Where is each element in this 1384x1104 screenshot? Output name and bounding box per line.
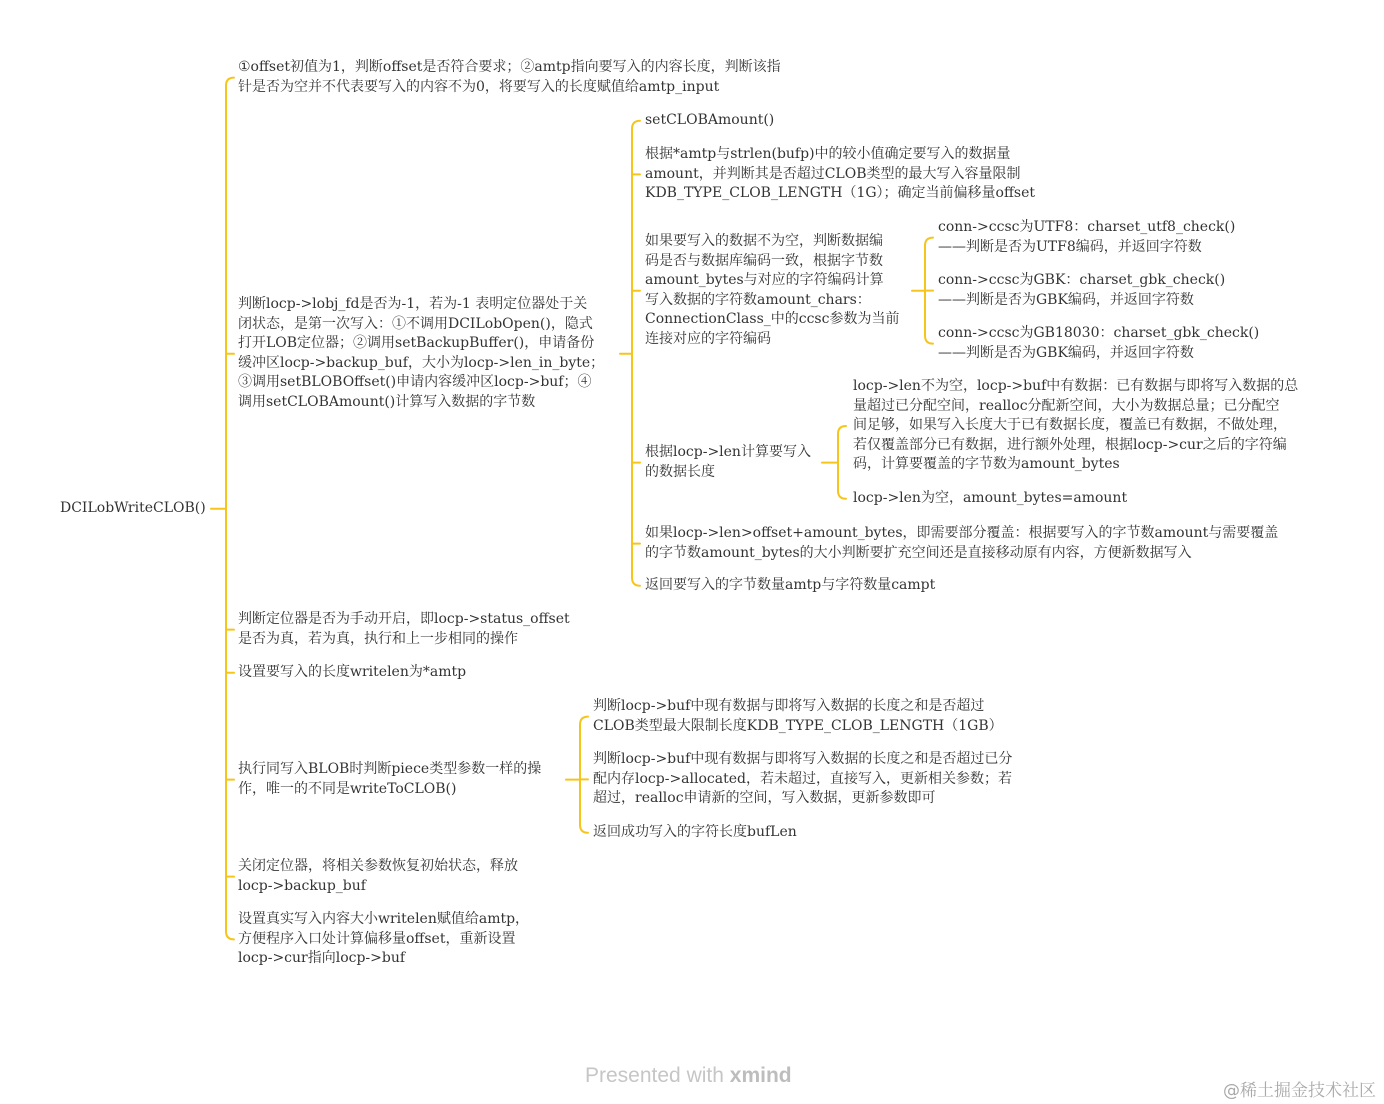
topic-text-line: 写入数据的字符数amount_chars： (645, 291, 871, 308)
subtopic-set-clob-amount (645, 111, 774, 131)
topic-text-line: locp->len不为空，locp->buf中有数据：已有数据与即将写入数据的总 (853, 378, 1299, 394)
topic-text-line: 判断locp->buf中现有数据与即将写入数据的长度之和是否超过已分 (593, 751, 1013, 767)
topic-text-line: conn->ccsc为GB18030：charset_gbk_check() (938, 325, 1260, 341)
topic-text-line: 是否为真，若为真，执行和上一步相同的操作 (238, 630, 518, 647)
topic-text-line: 返回成功写入的字符长度bufLen (593, 824, 797, 840)
topic-text-line: CLOB类型最大限制长度KDB_TYPE_CLOB_LENGTH（1GB） (593, 717, 1003, 734)
topic-text-line: 根据*amtp与strlen(bufp)中的较小值确定要写入的数据量 (645, 146, 1011, 162)
topic-text-line: DCILobWriteCLOB() (60, 500, 206, 516)
subtopic-partial-overwrite (645, 524, 1278, 563)
topic-text-line: conn->ccsc为UTF8：charset_utf8_check() (938, 219, 1236, 235)
topic-text-line: 闭状态，是第一次写入：①不调用DCILobOpen()，隐式 (238, 315, 593, 332)
topic-text-line: 作，唯一的不同是writeToCLOB() (238, 780, 457, 797)
topic-text-line: 缓冲区locp->backup_buf，大小为locp->len_in_byte； (238, 354, 605, 371)
subtopic-return-amounts (645, 576, 935, 596)
topic-text-line: 方便程序入口处计算偏移量offset，重新设置 (238, 930, 516, 947)
topic-text-line: 设置真实写入内容大小writelen赋值给amtp， (238, 911, 530, 927)
topic-offset-check (238, 58, 781, 97)
topic-lobj-fd-check (238, 295, 604, 413)
topic-text-line: 间足够，如果写入长度大于已有数据长度，覆盖已有数据，不做处理， (853, 417, 1287, 434)
subtopic-encoding-check (645, 232, 899, 350)
topic-set-amtp (238, 910, 529, 969)
topic-text-line: 连接对应的字符编码 (645, 330, 771, 347)
watermark: @稀土掘金技术社区 (1223, 1081, 1376, 1101)
subtopic-determine-amount (645, 145, 1035, 204)
topic-text-line: 返回要写入的字节数量amtp与字符数量campt (645, 577, 936, 593)
topic-text-line: 判断locp->lobj_fd是否为-1，若为-1 表明定位器处于关 (238, 296, 588, 312)
topic-text-line: ConnectionClass_中的ccsc参数为当前 (645, 311, 900, 328)
topic-text-line: 关闭定位器，将相关参数恢复初始状态，释放 (238, 858, 518, 874)
subtopic-max-length-check (593, 697, 1003, 736)
subtopic-utf8-check (938, 218, 1235, 257)
topic-text-line: 如果要写入的数据不为空，判断数据编 (645, 233, 883, 249)
topic-text-line: 量超过已分配空间，realloc分配新空间，大小为数据总量；已分配空 (853, 397, 1280, 414)
topic-status-offset-check (238, 610, 570, 649)
xmind-logo: xmind (729, 1064, 792, 1087)
topic-text-line: setCLOBAmount() (645, 112, 775, 128)
topic-text-line: locp->len为空，amount_bytes=amount (853, 490, 1128, 506)
topic-text-line: 码，计算要覆盖的字节数为amount_bytes (853, 456, 1120, 473)
subtopic-len-empty (853, 489, 1127, 509)
topic-set-writelen (238, 663, 466, 683)
topic-text-line: ——判断是否为GBK编码，并返回字符数 (938, 291, 1194, 308)
topic-text-line: ①offset初值为1，判断offset是否符合要求；②amtp指向要写入的内容长度，判断该指 (238, 59, 781, 75)
subtopic-len-not-empty (853, 377, 1298, 475)
topic-text-line: 若仅覆盖部分已有数据，进行额外处理，根据locp->cur之后的字符编 (853, 436, 1287, 453)
topic-text-line: 针是否为空并不代表要写入的内容不为0，将要写入的长度赋值给amtp_input (238, 78, 720, 95)
topic-text-line: 超过，realloc申请新的空间，写入数据，更新参数即可 (593, 790, 936, 807)
connector-len-trunk (838, 426, 846, 499)
topic-text-line: 如果locp->len>offset+amount_bytes，即需要部分覆盖：根据要写入的字节数amount与需要覆盖 (645, 525, 1279, 541)
topic-text-line: 调用setCLOBAmount()计算写入数据的字节数 (238, 393, 536, 410)
topic-text-line: locp->cur指向locp->buf (238, 950, 406, 967)
topic-text-line: 打开LOB定位器；②调用setBackupBuffer()，申请备份 (238, 335, 595, 352)
topic-text-line: amount，并判断其是否超过CLOB类型的最大写入容量限制 (645, 165, 1021, 182)
central-topic (60, 499, 206, 519)
connector-write-clob-trunk (580, 717, 588, 833)
subtopic-len-calc (645, 443, 811, 482)
topic-close-locator (238, 857, 518, 896)
topic-text-line: 的字节数amount_bytes的大小判断要扩充空间还是直接移动原有内容，方便新数据写入 (645, 544, 1192, 561)
footer-prefix: Presented with (585, 1064, 724, 1087)
subtopic-allocated-check (593, 750, 1012, 809)
subtopic-gbk-check (938, 271, 1225, 310)
topic-text-line: conn->ccsc为GBK：charset_gbk_check() (938, 272, 1226, 288)
topic-text-line: 判断定位器是否为手动开启，即locp->status_offset (238, 611, 570, 627)
topic-text-line: 根据locp->len计算要写入 (645, 444, 811, 460)
topic-text-line: 设置要写入的长度writelen为*amtp (238, 664, 467, 680)
connector-first-write-trunk (632, 121, 640, 586)
connector-root-trunk (226, 78, 234, 940)
topic-text-line: locp->backup_buf (238, 877, 366, 894)
presented-with-footer (585, 1064, 792, 1088)
topic-text-line: ——判断是否为UTF8编码，并返回字符数 (938, 238, 1202, 255)
subtopic-gb18030-check (938, 324, 1259, 363)
subtopic-return-buflen (593, 823, 797, 843)
topic-text-line: KDB_TYPE_CLOB_LENGTH（1G）；确定当前偏移量offset (645, 185, 1036, 202)
topic-text-line: 配内存locp->allocated，若未超过，直接写入，更新相关参数；若 (593, 770, 1012, 787)
topic-text-line: 的数据长度 (645, 463, 715, 480)
topic-text-line: 判断locp->buf中现有数据与即将写入数据的长度之和是否超过 (593, 698, 985, 714)
topic-write-to-clob (238, 760, 541, 799)
topic-text-line: ③调用setBLOBOffset()申请内容缓冲区locp->buf；④ (238, 374, 592, 391)
topic-text-line: 码是否与数据库编码一致，根据字节数 (645, 252, 883, 269)
topic-text-line: 执行同写入BLOB时判断piece类型参数一样的操 (238, 761, 542, 777)
topic-text-line: ——判断是否为GBK编码，并返回字符数 (938, 344, 1194, 361)
topic-text-line: amount_bytes与对应的字符编码计算 (645, 272, 884, 289)
